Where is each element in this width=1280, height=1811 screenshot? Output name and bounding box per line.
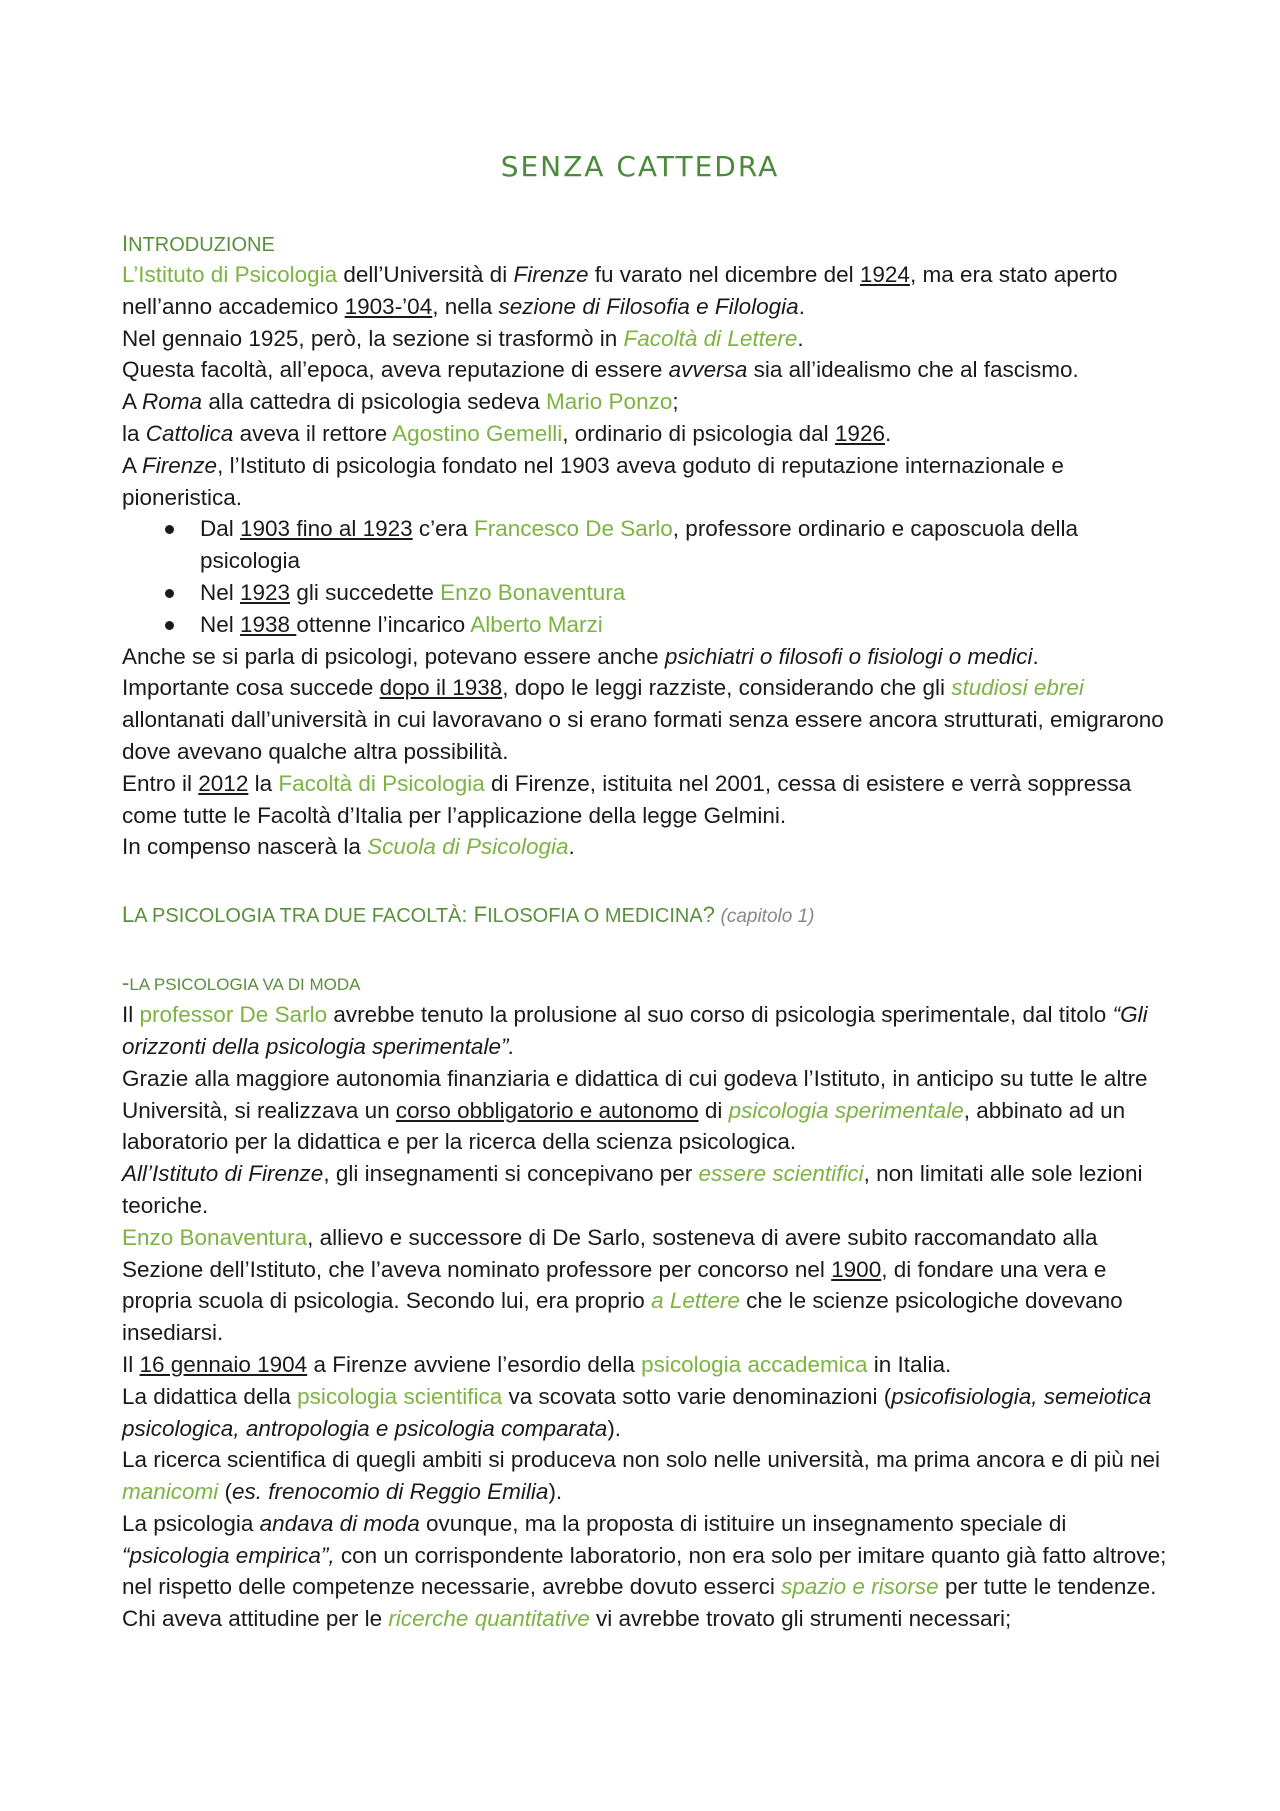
section-paragraph-1: Il professor De Sarlo avrebbe tenuto la prolusione al suo corso di psicologia sperimentale, dal titolo “Gli orizzonti della psicologia sperimentale”. <box>122 1002 1148 1059</box>
list-item: Nel 1923 gli succedette Enzo Bonaventura <box>200 577 1172 609</box>
document-title: SENZA CATTEDRA <box>500 150 780 183</box>
document-body <box>122 230 1172 1635</box>
bullet-icon <box>165 525 174 534</box>
intro-heading: INTRODUZIONE <box>122 231 275 256</box>
intro-paragraph-4: A Roma alla cattedra di psicologia sedeva Mario Ponzo; <box>122 389 679 415</box>
section-heading: -LA PSICOLOGIA VA DI MODA <box>122 970 361 996</box>
spacer <box>122 931 1172 969</box>
bullet-icon <box>165 621 174 630</box>
section-paragraph-6: La didattica della psicologia scientifica va scovata sotto varie denominazioni (psicofisiologia, semeiotica psicologica, antropologia e psicologia comparata). <box>122 1383 1152 1441</box>
intro-paragraph-8: Importante cosa succede dopo il 1938, dopo le leggi razziste, considerando che gli studiosi ebrei allontanati dall’università in cui lavoravano o si erano formati senza essere ancora strutturati, emigrarono dove avevano qualche altra possibilità. <box>122 675 1164 764</box>
section-paragraph-9: Chi aveva attitudine per le ricerche quantitative vi avrebbe trovato gli strumenti necessari; <box>122 1606 1012 1632</box>
chapter-heading: LA PSICOLOGIA TRA DUE FACOLTÀ: FILOSOFIA O MEDICINA? (capitolo 1) <box>122 902 815 928</box>
section-paragraph-5: Il 16 gennaio 1904 a Firenze avviene l’esordio della psicologia accademica in Italia. <box>122 1351 952 1377</box>
intro-paragraph-9: Entro il 2012 la Facoltà di Psicologia di Firenze, istituita nel 2001, cessa di esistere e verrà soppressa come tutte le Facoltà d’Italia per l’applicazione della legge Gelmini. <box>122 770 1132 828</box>
list-item: Dal 1903 fino al 1923 c’era Francesco De Sarlo, professore ordinario e caposcuola della psicologia <box>200 513 1172 577</box>
chapter-note: (capitolo 1) <box>720 906 815 928</box>
section-paragraph-4: Enzo Bonaventura, allievo e successore di De Sarlo, sosteneva di avere subito raccomandato alla Sezione dell’Istituto, che l’aveva nominato professore per concorso nel 1900, di fondare una vera e propria scuola di psicologia. Secondo lui, era proprio a Lettere che le scienze psicologiche dovevano insediarsi. <box>122 1224 1123 1346</box>
intro-paragraph-6: A Firenze, l’Istituto di psicologia fondato nel 1903 aveva goduto di reputazione internazionale e pioneristica. <box>122 452 1064 510</box>
intro-paragraph-7: Anche se si parla di psicologi, potevano essere anche psichiatri o filosofi o fisiologi o medici. <box>122 643 1039 669</box>
intro-bullet-list <box>122 513 1172 640</box>
section-paragraph-3: All’Istituto di Firenze, gli insegnamenti si concepivano per essere scientifici, non limitati alle sole lezioni teoriche. <box>122 1161 1143 1218</box>
section-paragraph-8: La psicologia andava di moda ovunque, ma la proposta di istituire un insegnamento speciale di “psicologia empirica”, con un corrispondente laboratorio, non era solo per imitare quanto già fatto altrove; nel rispetto delle competenze necessarie, avrebbe dovuto esserci spazio e risorse per tutte le tendenze. <box>122 1510 1167 1600</box>
bullet-icon <box>165 589 174 598</box>
section-paragraph-7: La ricerca scientifica di quegli ambiti si produceva non solo nelle università, ma prima ancora e di più nei manicomi (es. frenocomio di Reggio Emilia). <box>122 1447 1161 1505</box>
intro-paragraph-5: la Cattolica aveva il rettore Agostino Gemelli, ordinario di psicologia dal 1926. <box>122 420 892 446</box>
intro-paragraph-2: Nel gennaio 1925, però, la sezione si trasformò in Facoltà di Lettere. <box>122 325 804 351</box>
list-item: Nel 1938 ottenne l’incarico Alberto Marzi <box>200 609 1172 641</box>
spacer <box>122 863 1172 901</box>
section-paragraph-2: Grazie alla maggiore autonomia finanziaria e didattica di cui godeva l’Istituto, in anticipo su tutte le altre Università, si realizzava un corso obbligatorio e autonomo di psicologia sperimentale, abbinato ad un laboratorio per la didattica e per la ricerca della scienza psicologica. <box>122 1065 1148 1155</box>
intro-paragraph-3: Questa facoltà, all’epoca, aveva reputazione di essere avversa sia all’idealismo che al fascismo. <box>122 357 1079 383</box>
intro-paragraph-1: L’Istituto di Psicologia dell’Università di Firenze fu varato nel dicembre del 1924, ma era stato aperto nell’anno accademico 1903-’04, nella sezione di Filosofia e Filologia. <box>122 262 1118 319</box>
intro-paragraph-10: In compenso nascerà la Scuola di Psicologia. <box>122 834 575 860</box>
